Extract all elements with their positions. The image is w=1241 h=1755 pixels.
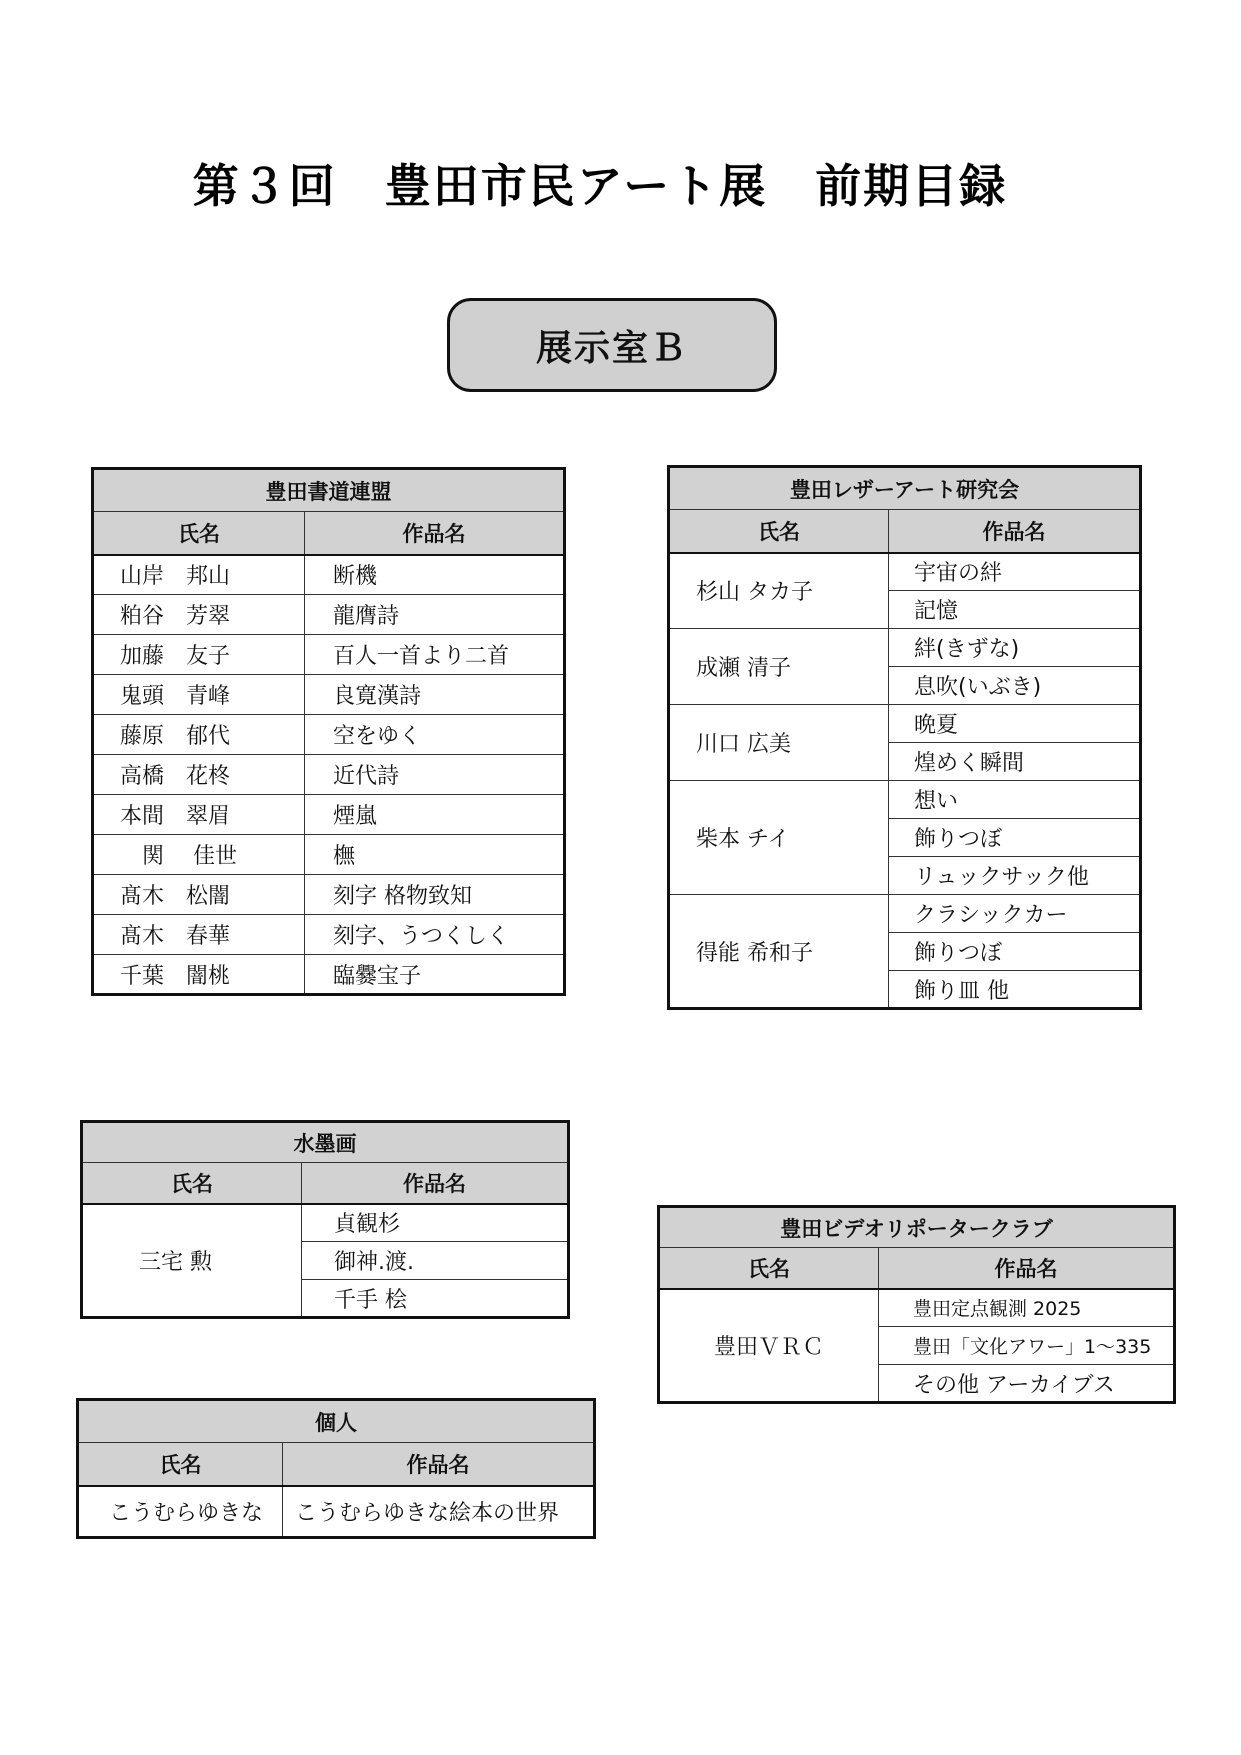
table-row	[93, 875, 565, 915]
page-title: 第３回 豊田市民アート展 前期目録	[192, 159, 1008, 213]
column-header-name: 氏名	[93, 512, 305, 555]
table-row	[659, 1289, 1175, 1327]
work-title: 宇宙の絆	[889, 553, 1141, 591]
table-row	[669, 553, 1141, 591]
artist-name: 三宅 勲	[82, 1204, 302, 1318]
table-row	[93, 675, 565, 715]
table-row	[93, 635, 565, 675]
artist-name: 本間 翠眉	[93, 795, 305, 835]
artist-name: 成瀬 清子	[669, 629, 889, 705]
group-title: 豊田書道連盟	[93, 469, 565, 512]
table-row	[93, 795, 565, 835]
table-row	[93, 955, 565, 995]
work-title: 飾りつぼ	[889, 819, 1141, 857]
work-title: その他 アーカイブス	[879, 1365, 1175, 1403]
artist-name: 豊田ＶＲＣ	[659, 1289, 879, 1403]
artist-name: 柴本 チイ	[669, 781, 889, 895]
table-row	[93, 755, 565, 795]
work-title: クラシックカー	[889, 895, 1141, 933]
artist-name: 得能 希和子	[669, 895, 889, 1009]
column-header-name: 氏名	[659, 1248, 879, 1289]
artist-name: 髙木 春華	[93, 915, 305, 955]
artist-name: 山岸 邦山	[93, 555, 305, 595]
kojin-table	[76, 1398, 596, 1539]
group-title: 水墨画	[82, 1122, 569, 1163]
work-title: 飾りつぼ	[889, 933, 1141, 971]
table-row	[78, 1486, 595, 1538]
artist-name: 加藤 友子	[93, 635, 305, 675]
column-header-work: 作品名	[302, 1163, 569, 1204]
group-title: 個人	[78, 1400, 595, 1443]
column-header-name: 氏名	[78, 1443, 283, 1486]
work-title: 刻字 格物致知	[305, 875, 565, 915]
table-row	[82, 1204, 569, 1242]
work-title: 貞観杉	[302, 1204, 569, 1242]
work-title: 百人一首より二首	[305, 635, 565, 675]
work-title: 息吹(いぶき)	[889, 667, 1141, 705]
table-row	[93, 715, 565, 755]
table-row	[93, 555, 565, 595]
table-row	[669, 629, 1141, 667]
work-title: 煙嵐	[305, 795, 565, 835]
work-title: 橅	[305, 835, 565, 875]
work-title: リュックサック他	[889, 857, 1141, 895]
group-title: 豊田ビデオリポータークラブ	[659, 1207, 1175, 1248]
artist-name: 藤原 郁代	[93, 715, 305, 755]
work-title: 煌めく瞬間	[889, 743, 1141, 781]
suiboku-table	[80, 1120, 570, 1319]
work-title: 想い	[889, 781, 1141, 819]
table-row	[669, 705, 1141, 743]
work-title: 龍膺詩	[305, 595, 565, 635]
column-header-work: 作品名	[889, 510, 1141, 553]
leather-table	[667, 465, 1142, 1010]
column-header-name: 氏名	[82, 1163, 302, 1204]
work-title: 千手 桧	[302, 1280, 569, 1318]
table-row	[93, 835, 565, 875]
work-title: 記憶	[889, 591, 1141, 629]
work-title: 空をゆく	[305, 715, 565, 755]
artist-name: 杉山 タカ子	[669, 553, 889, 629]
column-header-name: 氏名	[669, 510, 889, 553]
artist-name: こうむらゆきな	[78, 1486, 283, 1538]
work-title: 御神.渡.	[302, 1242, 569, 1280]
shodo-table	[91, 467, 566, 996]
table-row	[669, 895, 1141, 933]
work-title: こうむらゆきな絵本の世界	[283, 1486, 595, 1538]
column-header-work: 作品名	[879, 1248, 1175, 1289]
artist-name: 髙木 松闇	[93, 875, 305, 915]
work-title: 豊田定点観測 2025	[879, 1289, 1175, 1327]
artist-name: 関 佳世	[93, 835, 305, 875]
column-header-work: 作品名	[305, 512, 565, 555]
group-title: 豊田レザーアート研究会	[669, 467, 1141, 510]
work-title: 近代詩	[305, 755, 565, 795]
video-table	[657, 1205, 1176, 1404]
table-row	[93, 915, 565, 955]
column-header-work: 作品名	[283, 1443, 595, 1486]
artist-name: 粕谷 芳翠	[93, 595, 305, 635]
work-title: 晩夏	[889, 705, 1141, 743]
work-title: 豊田「文化アワー」1～335	[879, 1327, 1175, 1365]
table-row	[669, 781, 1141, 819]
artist-name: 鬼頭 青峰	[93, 675, 305, 715]
work-title: 飾り皿 他	[889, 971, 1141, 1009]
work-title: 臨爨宝子	[305, 955, 565, 995]
work-title: 断機	[305, 555, 565, 595]
room-badge: 展示室Ｂ	[447, 298, 777, 392]
work-title: 絆(きずな)	[889, 629, 1141, 667]
work-title: 刻字、うつくしく	[305, 915, 565, 955]
work-title: 良寛漢詩	[305, 675, 565, 715]
artist-name: 川口 広美	[669, 705, 889, 781]
artist-name: 千葉 闇桃	[93, 955, 305, 995]
table-row	[93, 595, 565, 635]
artist-name: 高橋 花柊	[93, 755, 305, 795]
